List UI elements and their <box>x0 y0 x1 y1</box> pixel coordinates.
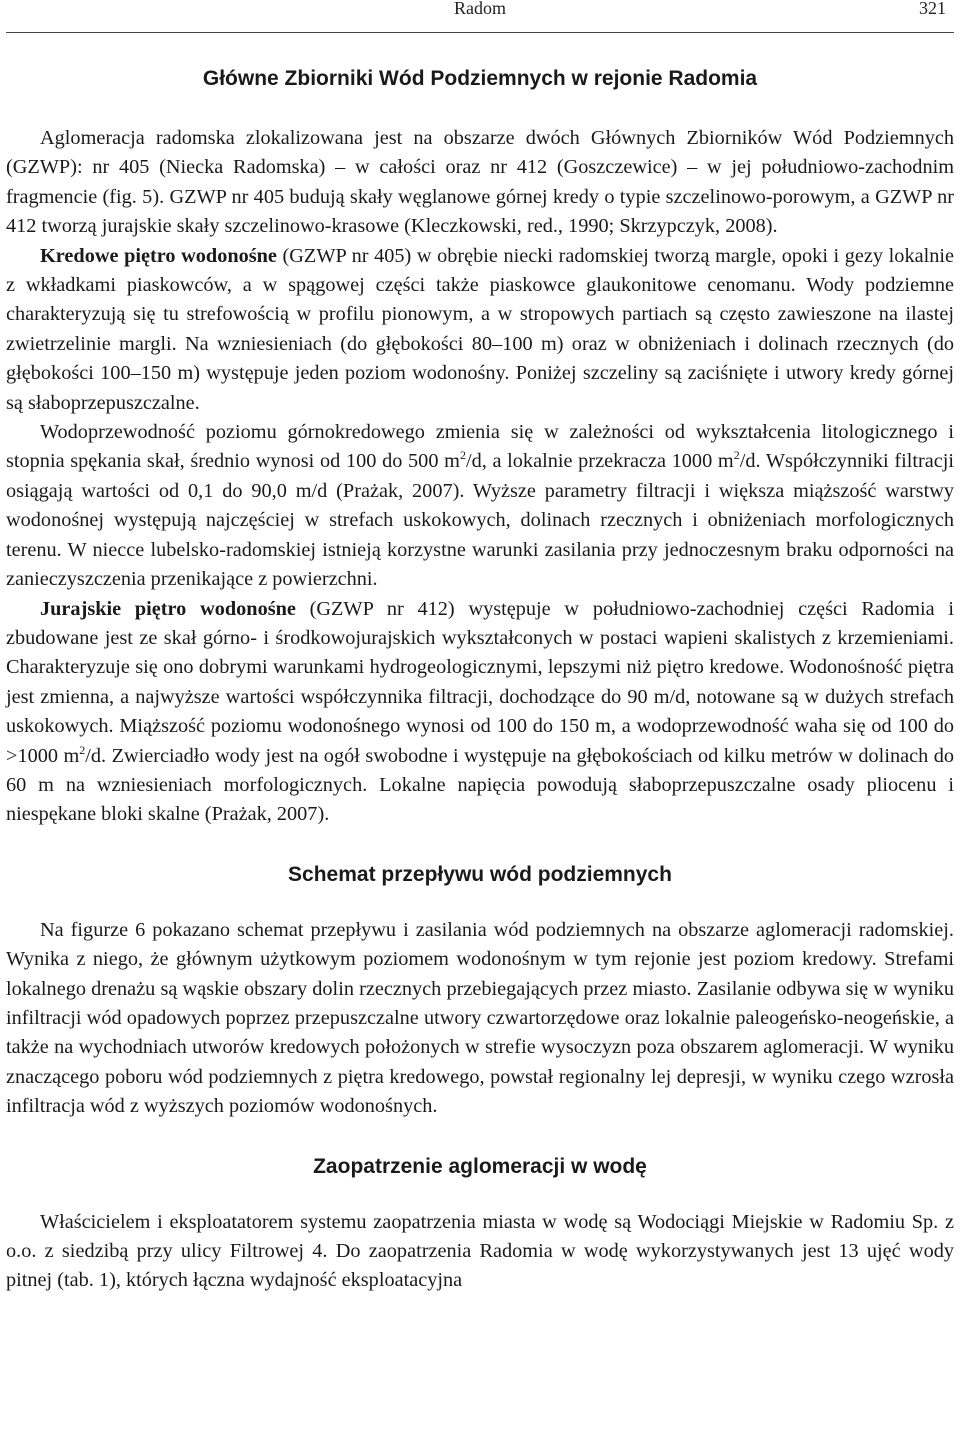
paragraph-transmissivity-b: /d, a lokalnie przekracza 1000 m <box>465 450 734 473</box>
paragraph-jurassic-b: /d. Zwierciadło wody jest na ogół swobodne i występuje na głębokościach od kilku metrów w dolinach do 60 m na wzniesieniach morfologicznych. Lokalne napięcia powodują słaboprzepuszczalne osady pliocenu i niespękane bloki skalne (Prażak, 2007). <box>6 744 954 826</box>
running-header <box>6 0 954 24</box>
paragraph-supply: Właścicielem i eksploatatorem systemu zaopatrzenia miasta w wodę są Wodociągi Miejskie w Radomiu Sp. z o.o. z siedzibą przy ulicy Filtrowej 4. Do zaopatrzenia Radomia w wodę wykorzystywanych jest 13 ujęć wody pitnej (tab. 1), których łączna wydajność eksploatacyjna <box>6 1210 954 1292</box>
paragraph-transmissivity-c: /d. Współczynniki filtracji osiągają wartości od 0,1 do 90,0 m/d (Prażak, 2007). Wyższe parametry filtracji i większa miąższość warstwy wodonośnej występują najczęściej w strefach uskokowych, dolinach rzecznych i obniżeniach morfologicznych terenu. W niecce lubelsko-radomskiej istnieją korzystne warunki zasilania przy jednoczesnym braku odporności na zanieczyszczenia przenikające z powierzchni. <box>6 450 955 591</box>
paragraph-transmissivity-a: Wodoprzewodność poziomu górnokredowego zmienia się w zależności od wykształcenia litologicznego i stopnia spękania skał, średnio wynosi od 100 do 500 m <box>6 421 954 473</box>
section-heading-gzwp: Główne Zbiorniki Wód Podziemnych w rejonie Radomia <box>202 67 758 90</box>
term-cretaceous: Kredowe piętro wodonośne <box>40 244 277 267</box>
running-header-title: Radom <box>454 0 506 18</box>
paragraph-transmissivity <box>6 418 954 594</box>
page-body <box>6 60 954 1296</box>
paragraph-jurassic <box>6 595 954 830</box>
superscript: 2 <box>459 448 466 463</box>
page-number: 321 <box>919 0 946 18</box>
term-jurassic: Jurajskie piętro wodonośne <box>40 597 296 620</box>
paragraph-flow: Na figurze 6 pokazano schemat przepływu i zasilania wód podziemnych na obszarze aglomeracji radomskiej. Wynika z niego, że głównym użytkowym poziomem wodonośnym w tym rejonie jest poziom kredowy. Strefami lokalnego drenażu są wąskie obszary dolin rzecznych przebiegających przez miasto. Zasilanie odbywa się w wyniku infiltracji wód opadowych poprzez przepuszczalne utwory czwartorzędowe oraz lokalnie paleogeńsko-neogeńskie, a także na wychodniach utworów kredowych położonych w strefie wysoczyzn poza obszarem aglomeracji. W wyniku znaczącego poboru wód podziemnych z piętra kredowego, powstał regionalny lej depresji, w wyniku czego wzrosła infiltracja wód z wyższych poziomów wodonośnych. <box>6 918 954 1118</box>
superscript: 2 <box>733 448 740 463</box>
header-rule <box>6 32 954 33</box>
paragraph-intro: Aglomeracja radomska zlokalizowana jest na obszarze dwóch Głównych Zbiorników Wód Podziemnych (GZWP): nr 405 (Niecka Radomska) – w całości oraz nr 412 (Goszczewice) – w jej południowo-zachodnim fragmencie (fig. 5). GZWP nr 405 budują skały węglanowe górnej kredy o typie szczelinowo-porowym, a GZWP nr 412 tworzą jurajskie skały szczelinowo-krasowe (Kleczkowski, red., 1990; Skrzypczyk, 2008). <box>6 127 954 238</box>
paragraph-jurassic-a: (GZWP nr 412) występuje w południowo-zachodniej części Radomia i zbudowane jest ze skał górno- i środkowojurajskich wykształconych w postaci wapieni skalistych z krzemieniami. Charakteryzuje się ono dobrymi warunkami hydrogeologicznymi, lepszymi niż piętro kredowe. Wodonośność piętra jest zmienna, a najwyższe wartości współczynnika filtracji, dochodzące do 90 m/d, notowane są w dużych strefach uskokowych. Miąższość poziomu wodonośnego wynosi od 100 do 150 m, a wodoprzewodność waha się od 100 do >1000 m <box>6 597 954 767</box>
paragraph-cretaceous-text: (GZWP nr 405) w obrębie niecki radomskiej tworzą margle, opoki i gezy lokalnie z wkładkami piaskowców, a w spągowej części także piaskowce glaukonitowe cenomanu. Wody podziemne charakteryzują się tu strefowością w profilu pionowym, a w stropowych partiach są często zawieszone na ilastej zwietrzelinie margli. Na wzniesieniach (do głębokości 80–100 m) oraz w obniżeniach i dolinach rzecznych (do głębokości 100–150 m) występuje jeden poziom wodonośny. Poniżej szczeliny są zaciśnięte i utwory kredy górnej są słaboprzepuszczalne. <box>6 244 955 414</box>
section-heading-flow: Schemat przepływu wód podziemnych <box>288 862 672 886</box>
superscript: 2 <box>79 742 86 757</box>
section-heading-supply: Zaopatrzenie aglomeracji w wodę <box>313 1154 647 1178</box>
paragraph-cretaceous <box>6 242 954 418</box>
